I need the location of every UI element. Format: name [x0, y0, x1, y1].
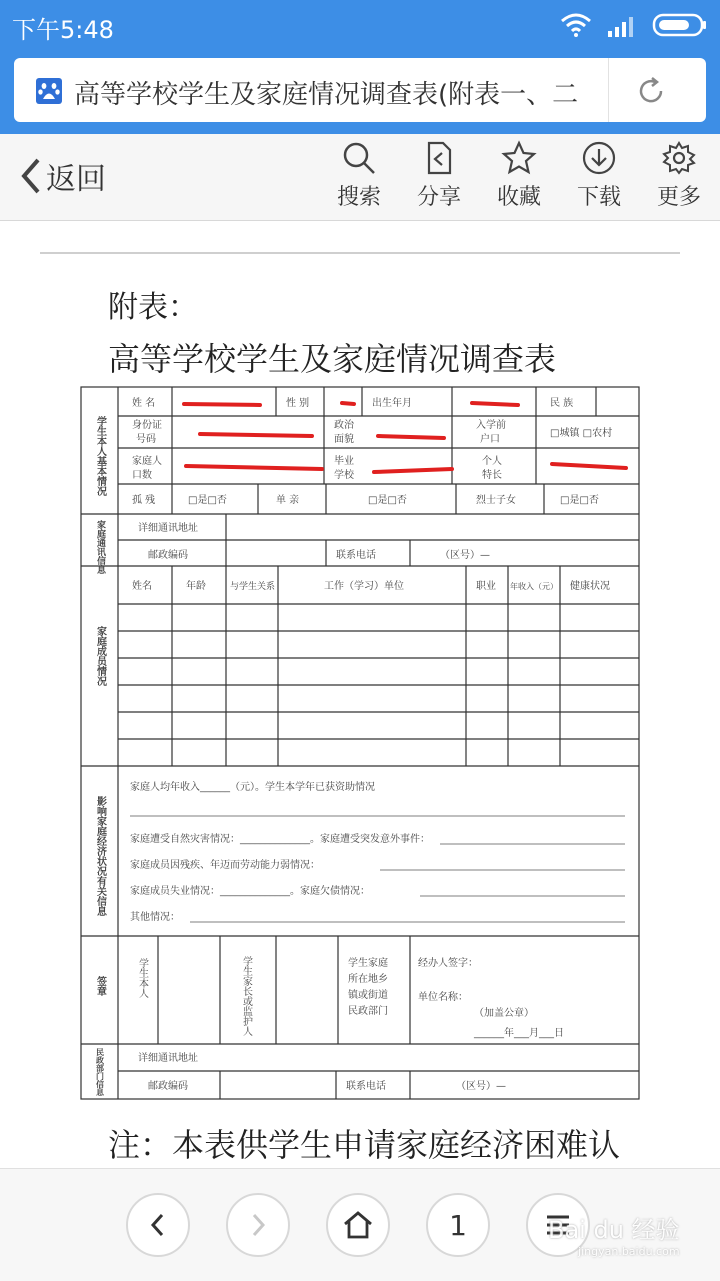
label-population-1: 家庭人 — [132, 456, 162, 467]
sign-civil-line-4: 民政部门 — [348, 1006, 388, 1017]
label-hukou-2: 户口 — [480, 434, 500, 445]
header-income: 年收入（元） — [510, 582, 558, 591]
content-divider — [40, 252, 680, 254]
watermark-url: jingyan.baidu.com — [578, 1245, 680, 1258]
sign-student-label: 学生本人 — [136, 958, 148, 998]
factor-line-5: 其他情况： — [130, 912, 180, 923]
unit-label: 单位名称： — [418, 992, 468, 1003]
survey-title: 高等学校学生及家庭情况调查表 — [108, 340, 557, 378]
star-icon — [501, 140, 537, 176]
label-phone: 联系电话 — [336, 550, 376, 561]
label-political-1: 政治 — [334, 420, 354, 431]
battery-icon — [652, 12, 708, 38]
label-graduated-1: 毕业 — [334, 456, 354, 467]
baidu-favicon-icon — [36, 78, 62, 104]
label-specialty-1: 个人 — [482, 456, 502, 467]
page-title: 高等学校学生及家庭情况调查表(附表一、二 — [74, 80, 579, 110]
sign-guardian-label: 学生家长或监护人 — [240, 956, 252, 1036]
chevron-right-icon — [246, 1211, 270, 1239]
civil-postcode-label: 邮政编码 — [148, 1081, 188, 1092]
status-time: 下午5:48 — [12, 16, 114, 44]
address-bar[interactable] — [14, 58, 706, 122]
nav-tabs-button[interactable] — [426, 1193, 490, 1257]
browser-toolbar — [0, 134, 720, 221]
sign-civil-line-1: 学生家庭 — [348, 958, 388, 969]
date-label: ______年___月___日 — [474, 1028, 564, 1039]
label-area-code: （区号）— — [440, 550, 490, 561]
sign-civil-line-3: 镇或街道 — [348, 990, 388, 1001]
label-birth: 出生年月 — [372, 398, 412, 409]
nav-back-button[interactable] — [126, 1193, 190, 1257]
footnote: 注：本表供学生申请家庭经济困难认 — [108, 1126, 621, 1164]
back-button[interactable] — [18, 154, 106, 198]
label-single-parent: 单 亲 — [276, 495, 300, 506]
label-orphan: 孤 残 — [132, 495, 156, 506]
single-parent-yes-no: □是□否 — [368, 495, 407, 506]
section-sign-title: 签章 — [94, 976, 106, 996]
label-specialty-2: 特长 — [482, 470, 502, 481]
favorite-label: 收藏 — [496, 185, 541, 210]
address-bar-area — [0, 50, 720, 134]
label-address: 详细通讯地址 — [138, 523, 198, 534]
orphan-yes-no: □是□否 — [188, 495, 227, 506]
tab-count: 1 — [449, 1208, 467, 1242]
label-martyr: 烈士子女 — [476, 495, 516, 506]
label-name: 姓 名 — [132, 398, 156, 409]
header-job: 职业 — [476, 581, 496, 592]
more-button[interactable] — [644, 140, 714, 211]
label-idcard-1: 身份证 — [132, 420, 162, 431]
address-divider — [608, 58, 609, 122]
label-political-2: 面貌 — [334, 434, 354, 445]
back-label: 返回 — [46, 162, 106, 197]
section-factors-title: 影响家庭经济状况有关信息 — [94, 796, 106, 916]
wifi-icon — [560, 13, 592, 37]
chevron-left-icon — [18, 156, 44, 196]
chevron-left-icon — [146, 1211, 170, 1239]
header-age: 年龄 — [186, 581, 206, 592]
share-label: 分享 — [416, 185, 461, 210]
share-button[interactable] — [404, 140, 474, 211]
download-button[interactable] — [564, 140, 634, 211]
hukou-options: □城镇 □农村 — [550, 428, 613, 439]
status-icons — [560, 12, 708, 38]
watermark-brand: Bai du 经验 — [548, 1216, 680, 1244]
section-members-title: 家庭成员情况 — [94, 626, 106, 686]
search-label: 搜索 — [336, 185, 381, 210]
label-postcode: 邮政编码 — [148, 550, 188, 561]
reload-icon[interactable] — [634, 74, 668, 108]
factor-line-2: 家庭遭受自然灾害情况：______________。家庭遭受突发意外事件： — [130, 834, 430, 845]
appendix-label: 附表： — [108, 290, 198, 325]
label-gender: 性 别 — [286, 398, 310, 409]
martyr-yes-no: □是□否 — [560, 495, 599, 506]
civil-address-label: 详细通讯地址 — [138, 1053, 198, 1064]
label-population-2: 口数 — [132, 470, 152, 481]
label-graduated-2: 学校 — [334, 470, 354, 481]
share-icon — [421, 140, 457, 176]
nav-forward-button[interactable] — [226, 1193, 290, 1257]
civil-area-label: （区号）— — [456, 1081, 506, 1092]
signal-icon — [606, 13, 638, 37]
seal-label: （加盖公章） — [474, 1008, 534, 1019]
handler-label: 经办人签字： — [418, 958, 478, 969]
download-label: 下载 — [576, 185, 621, 210]
header-relation: 与学生关系 — [230, 582, 276, 592]
section-student-title: 学生本人基本情况 — [94, 416, 106, 496]
search-icon — [341, 140, 377, 176]
nav-home-button[interactable] — [326, 1193, 390, 1257]
section-civil-title: 民政部门信息 — [95, 1048, 105, 1096]
factor-line-3: 家庭成员因残疾、年迈而劳动能力弱情况： — [130, 860, 320, 871]
more-label: 更多 — [656, 185, 701, 210]
gear-icon — [661, 140, 697, 176]
header-name: 姓名 — [132, 581, 152, 592]
sign-civil-line-2: 所在地乡 — [348, 974, 388, 985]
status-bar — [0, 0, 720, 50]
header-health: 健康状况 — [570, 581, 610, 592]
label-idcard-2: 号码 — [136, 434, 156, 445]
survey-form-image — [80, 386, 640, 1100]
label-hukou-1: 入学前 — [476, 420, 506, 431]
home-icon — [341, 1209, 375, 1241]
baidu-jingyan-watermark — [548, 1210, 680, 1258]
header-workplace: 工作（学习）单位 — [324, 581, 404, 592]
download-icon — [581, 140, 617, 176]
factor-line-4: 家庭成员失业情况：______________。家庭欠债情况： — [130, 886, 370, 897]
label-ethnicity: 民 族 — [550, 398, 574, 409]
favorite-button[interactable] — [484, 140, 554, 211]
search-button[interactable] — [324, 140, 394, 211]
factor-line-1: 家庭人均年收入______（元）。学生本学年已获资助情况 — [130, 782, 375, 793]
civil-phone-label: 联系电话 — [346, 1081, 386, 1092]
section-contact-title: 家庭通讯信息 — [95, 520, 105, 574]
